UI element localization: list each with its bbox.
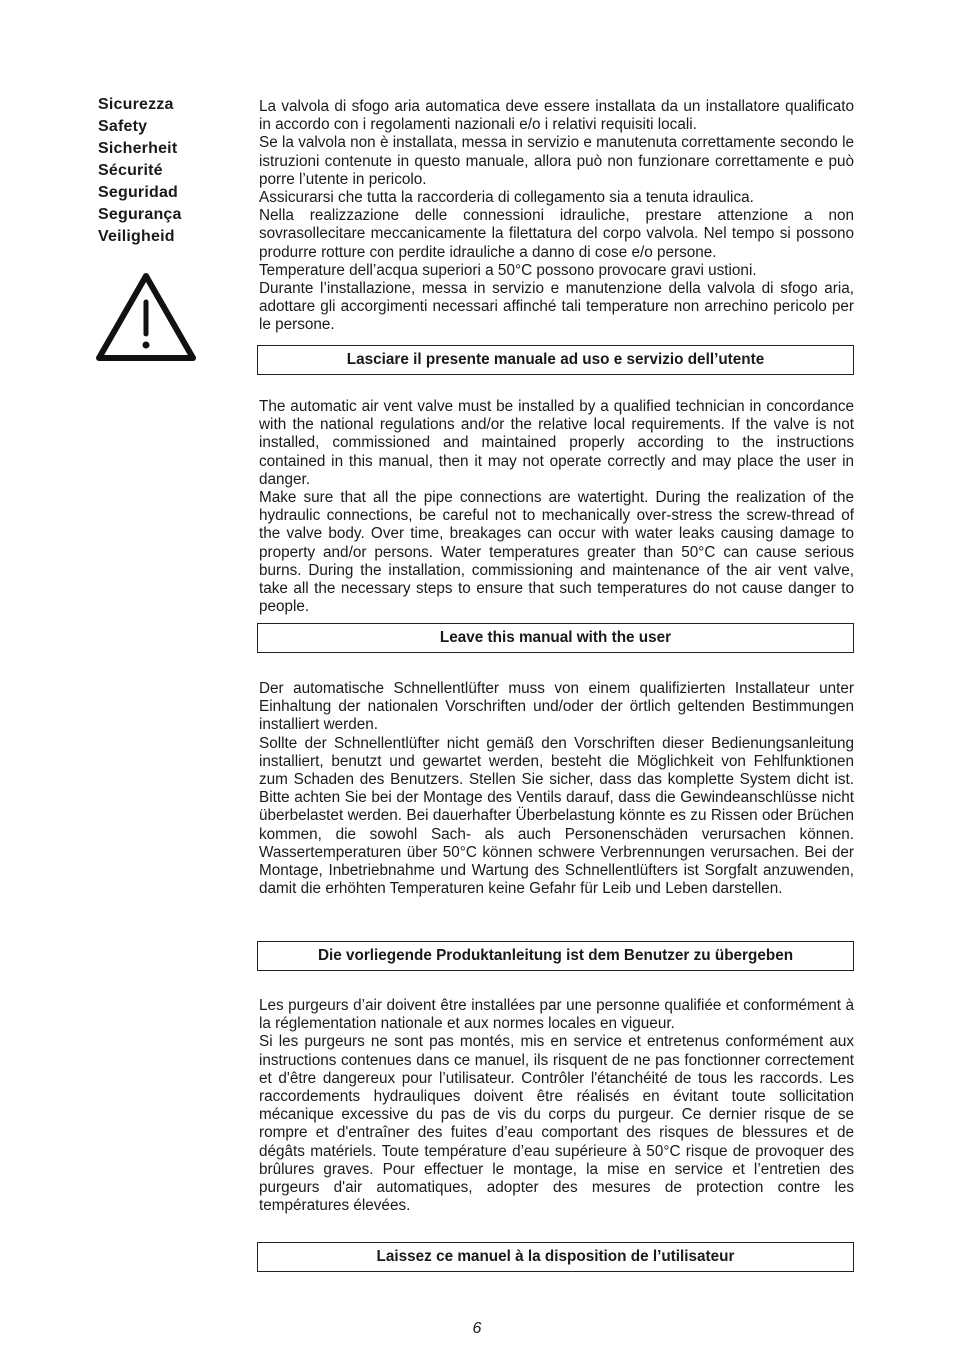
section-english [259,398,854,616]
paragraph: La valvola di sfogo aria automatica deve essere installata da un installatore qualificato in accordo con i regolamenti nazionali e/o i relativi requisiti locali. [259,98,854,134]
heading-es: Seguridad [98,184,179,201]
section-french [259,997,854,1215]
heading-de: Sicherheit [98,140,178,157]
paragraph: Sollte der Schnellentlüfter nicht gemäß den Vorschriften dieser Bedienungsanleitung installiert, benutzt und gewartet werden, besteht die Möglichkeit von Fehlfunktionen zum Schaden des Benutzers. Stellen Sie sicher, dass das komplette System dicht ist. Bitte achten Sie bei der Montage des Ventils darauf, dass die Gewindeanschlüsse nicht überbelastet werden. Bei dauerhafter Überbelastung könnte es zu Rissen oder Brüchen kommen, die sowohl Sach- als auch Personenschäden verursachen können. Wassertemperaturen über 50°C können schwere Verbrennungen verursachen. Bei der Montage, Inbetriebnahme und Wartung des Schnellentlüfters ist Sorgfalt anzuwenden, damit die erhöhten Temperaturen keine Gefahr für Leib und Leben darstellen. [259,734,854,898]
page-number: 6 [472,1320,482,1337]
heading-it: Sicurezza [98,96,174,113]
section-german [259,680,854,898]
heading-nl: Veiligheid [98,228,175,245]
paragraph: Make sure that all the pipe connections are watertight. During the realization of the hydraulic connections, be careful not to mechanically over-stress the screw-thread of the valve body. Over time, breakages can occur with water leaks causing damage to property and/or persons. Water temperatures greater than 50°C can cause serious burns. During the installation, commissioning and maintenance of the air vent valve, take all the necessary steps to ensure that such temperatures do not cause danger to people. [259,489,854,616]
paragraph: Se la valvola non è installata, messa in servizio e manutenuta correttamente secondo le istruzioni contenute in questo manuale, allora può non funzionare correttamente e può porre l’utente in pericolo. [259,134,854,188]
notice-box-german: Die vorliegende Produktanleitung ist dem Benutzer zu übergeben [257,941,854,971]
paragraph: Les purgeurs d’air doivent être installées par une personne qualifiée et conformément à la réglementation nationale et aux normes locales en vigueur. [259,997,854,1033]
paragraph: Der automatische Schnellentlüfter muss von einem qualifizierten Installateur unter Einhaltung der nationalen Vorschriften und/oder der örtlich geltenden Bestimmungen installiert werden. [259,680,854,734]
paragraph: Assicurarsi che tutta la raccorderia di collegamento sia a tenuta idraulica. [259,189,754,207]
paragraph: Nella realizzazione delle connessioni idrauliche, prestare attenzione a non sovrasollecitare meccanicamente la filettatura del corpo valvola. Nel tempo si possono produrre rotture con perdite idrauliche a danno di cose e/o persone. [259,207,854,261]
heading-en: Safety [98,118,148,135]
paragraph: The automatic air vent valve must be installed by a qualified technician in concordance with the national regulations and/or the relative local requirements. If the valve is not installed, commissioned and maintained properly according to the instructions contained in this manual, then it may not operate correctly and may place the user in danger. [259,398,854,488]
section-italian [259,98,854,335]
paragraph: Durante l’installazione, messa in servizio e manutenzione della valvola di sfogo aria, adottare gli accorgimenti necessari affinché tali temperature non arrechino pericolo per le persone. [259,280,854,334]
safety-headings [98,94,218,248]
heading-pt: Segurança [98,206,182,223]
heading-fr: Sécurité [98,162,163,179]
notice-box-french: Laissez ce manuel à la disposition de l’utilisateur [257,1242,854,1272]
paragraph: Si les purgeurs ne sont pas montés, mis en service et entretenus conformément aux instructions contenues dans ce manuel, ils risquent de ne pas fonctionner correctement et d'être dangereux pour l’utilisateur. Contrôler l'étanchéité de tous les raccords. Les raccordements hydrauliques doivent être réalisés en évitant toute sollicitation mécanique excessive du pas de vis du corps du purgeur. Ce dernier risque de se rompre et d'entraîner des fuites d’eau comportant des risques de blessures et de dégâts matériels. Toute température d’eau supérieure à 50°C risque de provoquer des brûlures graves. Pour effectuer le montage, la mise en service et l’entretien des purgeurs d'air automatiques, adopter des mesures de protection contre les températures élevées. [259,1033,854,1215]
notice-box-italian: Lasciare il presente manuale ad uso e servizio dell’utente [257,345,854,375]
warning-triangle-icon [96,272,196,362]
notice-box-english: Leave this manual with the user [257,623,854,653]
paragraph: Temperature dell’acqua superiori a 50°C possono provocare gravi ustioni. [259,261,757,279]
